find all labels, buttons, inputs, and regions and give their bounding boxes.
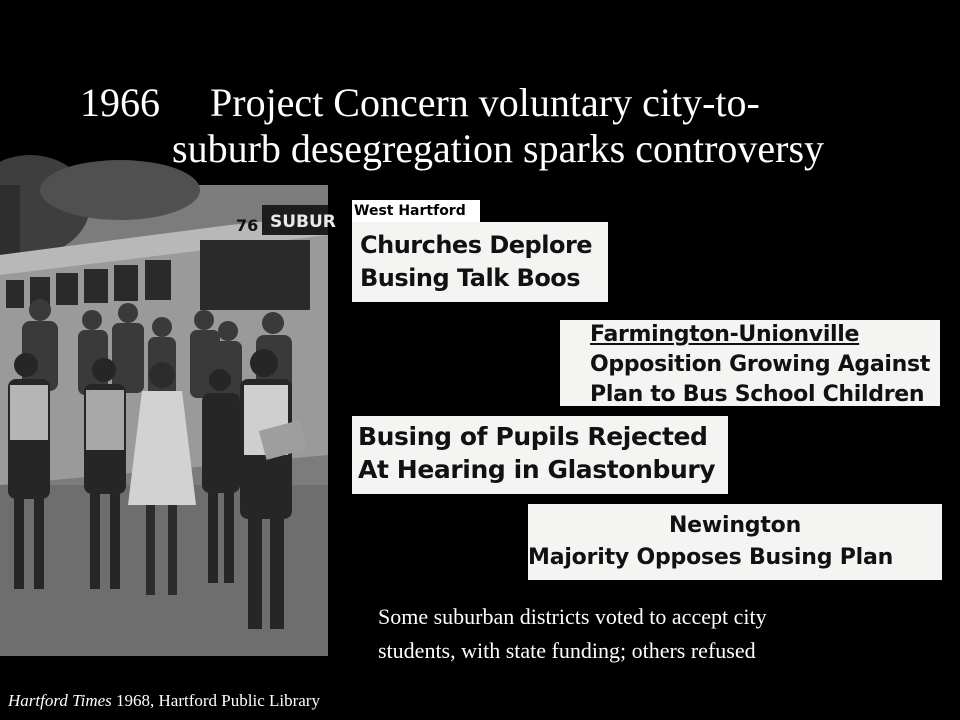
photo-illustration [0, 185, 336, 656]
title-line-2: suburb desegregation sparks controversy [172, 126, 825, 171]
slide-caption [378, 600, 938, 668]
credit-detail: 1968, Hartford Public Library [111, 691, 320, 710]
clipping-headline-line: Newington [668, 513, 802, 538]
slide-title [80, 80, 940, 172]
photo-credit [8, 690, 320, 712]
historical-photo [0, 185, 336, 656]
clipping-headline-line: Opposition Growing Against [590, 352, 931, 377]
clipping-headline-line: Plan to Bus School Children [590, 382, 925, 407]
clipping-headline-line: Busing of Pupils Rejected [358, 422, 708, 451]
clipping-region-label: Farmington-Unionville [590, 322, 860, 347]
clipping-west-hartford [352, 222, 608, 302]
clipping-headline-line: Busing Talk Boos [360, 264, 581, 292]
caption-line-1: Some suburban districts voted to accept city [378, 604, 767, 629]
clipping-glastonbury [352, 416, 728, 494]
title-line-1: Project Concern voluntary city-to- [210, 80, 760, 125]
clipping-headline-line: Churches Deplore [360, 231, 593, 259]
credit-source: Hartford Times [8, 691, 112, 710]
caption-line-2: students, with state funding; others refused [378, 638, 756, 663]
bus-sign-text: SUBUR [270, 212, 336, 232]
clipping-newington [528, 504, 942, 580]
title-year: 1966 [80, 80, 160, 125]
clipping-headline-line: Majority Opposes Busing Plan [528, 545, 894, 570]
clipping-tag-west-hartford: West Hartford [352, 200, 480, 222]
clipping-farmington-unionville [560, 320, 940, 406]
bus-number-text: 76 [236, 216, 259, 235]
clipping-headline-line: At Hearing in Glastonbury [358, 455, 716, 484]
